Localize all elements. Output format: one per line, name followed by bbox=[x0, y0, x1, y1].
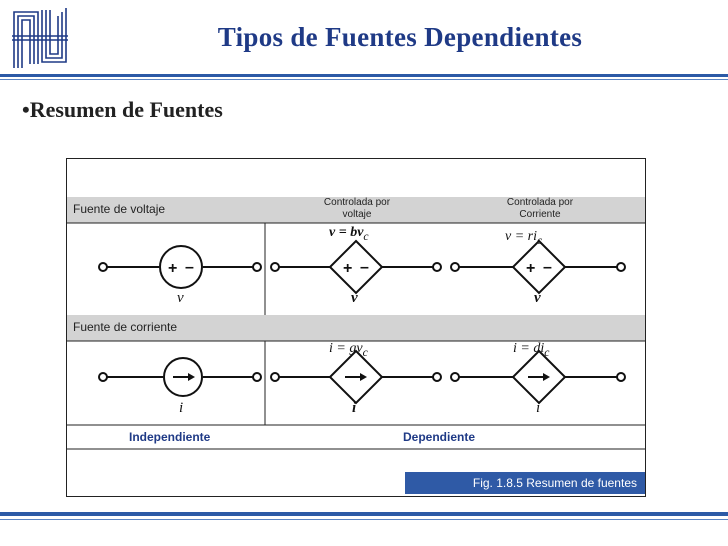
top-rule-thin bbox=[0, 79, 728, 80]
terminal-node bbox=[617, 373, 625, 381]
equation-text: i = di bbox=[513, 341, 545, 356]
terminal-node bbox=[451, 263, 459, 271]
terminal-node bbox=[253, 263, 261, 271]
circuit-symbols bbox=[67, 159, 645, 496]
current-source-label: Fuente de corriente bbox=[73, 320, 178, 334]
institution-logo bbox=[10, 6, 70, 70]
voltage-symbol: v bbox=[177, 290, 184, 306]
ccvs-equation bbox=[505, 229, 542, 247]
voltage-source-label: Fuente de voltaje bbox=[73, 202, 166, 216]
equation-text: i = gv bbox=[329, 341, 363, 356]
bottom-rule bbox=[0, 512, 728, 516]
ccvs-diamond-symbol bbox=[513, 241, 565, 293]
col-header-line: Controlada por bbox=[323, 197, 391, 208]
bullet-item: •Resumen de Fuentes bbox=[22, 97, 223, 122]
col-header-line: voltaje bbox=[342, 209, 372, 220]
bullet-text: Resumen de Fuentes bbox=[29, 97, 223, 122]
voltage-symbol: v bbox=[351, 290, 358, 306]
current-symbol: i bbox=[352, 400, 357, 416]
current-symbol: i bbox=[536, 400, 541, 416]
equation-subscript: c bbox=[362, 345, 368, 359]
col-header-line: Corriente bbox=[519, 209, 561, 220]
terminal-node bbox=[99, 373, 107, 381]
equation-subscript: c bbox=[363, 229, 369, 243]
terminal-node bbox=[271, 263, 279, 271]
arrow-icon bbox=[188, 373, 195, 381]
arrow-icon bbox=[360, 373, 367, 381]
equation-text: v = bv bbox=[329, 225, 364, 240]
terminal-node bbox=[617, 263, 625, 271]
independent-label: Independiente bbox=[129, 430, 211, 444]
svg-text:–: – bbox=[185, 259, 194, 276]
svg-text:–: – bbox=[543, 259, 552, 276]
equation-subscript: c bbox=[537, 233, 543, 247]
figure-caption: Fig. 1.8.5 Resumen de fuentes bbox=[405, 472, 645, 494]
sources-summary-figure bbox=[66, 158, 646, 497]
terminal-node bbox=[451, 373, 459, 381]
vccs-equation bbox=[329, 341, 368, 359]
top-rule bbox=[0, 74, 728, 77]
col-header-line: Controlada por bbox=[506, 197, 574, 208]
independent-voltage-source-symbol bbox=[160, 246, 202, 288]
equation-subscript: c bbox=[544, 345, 550, 359]
terminal-node bbox=[433, 373, 441, 381]
vcvs-diamond-symbol bbox=[330, 241, 382, 293]
svg-text:+: + bbox=[343, 260, 353, 277]
arrow-icon bbox=[543, 373, 550, 381]
bottom-rule-thin bbox=[0, 519, 728, 520]
vcvs-equation bbox=[329, 225, 369, 243]
terminal-node bbox=[99, 263, 107, 271]
page-title: Tipos de Fuentes Dependientes bbox=[217, 22, 583, 52]
equation-text: v = ri bbox=[505, 229, 537, 244]
current-symbol: i bbox=[179, 400, 184, 416]
terminal-node bbox=[253, 373, 261, 381]
cccs-equation bbox=[513, 341, 549, 359]
svg-text:+: + bbox=[526, 260, 536, 277]
dependent-label: Dependiente bbox=[403, 430, 476, 444]
voltage-symbol: v bbox=[534, 290, 541, 306]
terminal-node bbox=[271, 373, 279, 381]
svg-text:–: – bbox=[360, 259, 369, 276]
svg-text:+: + bbox=[168, 260, 178, 277]
terminal-node bbox=[433, 263, 441, 271]
